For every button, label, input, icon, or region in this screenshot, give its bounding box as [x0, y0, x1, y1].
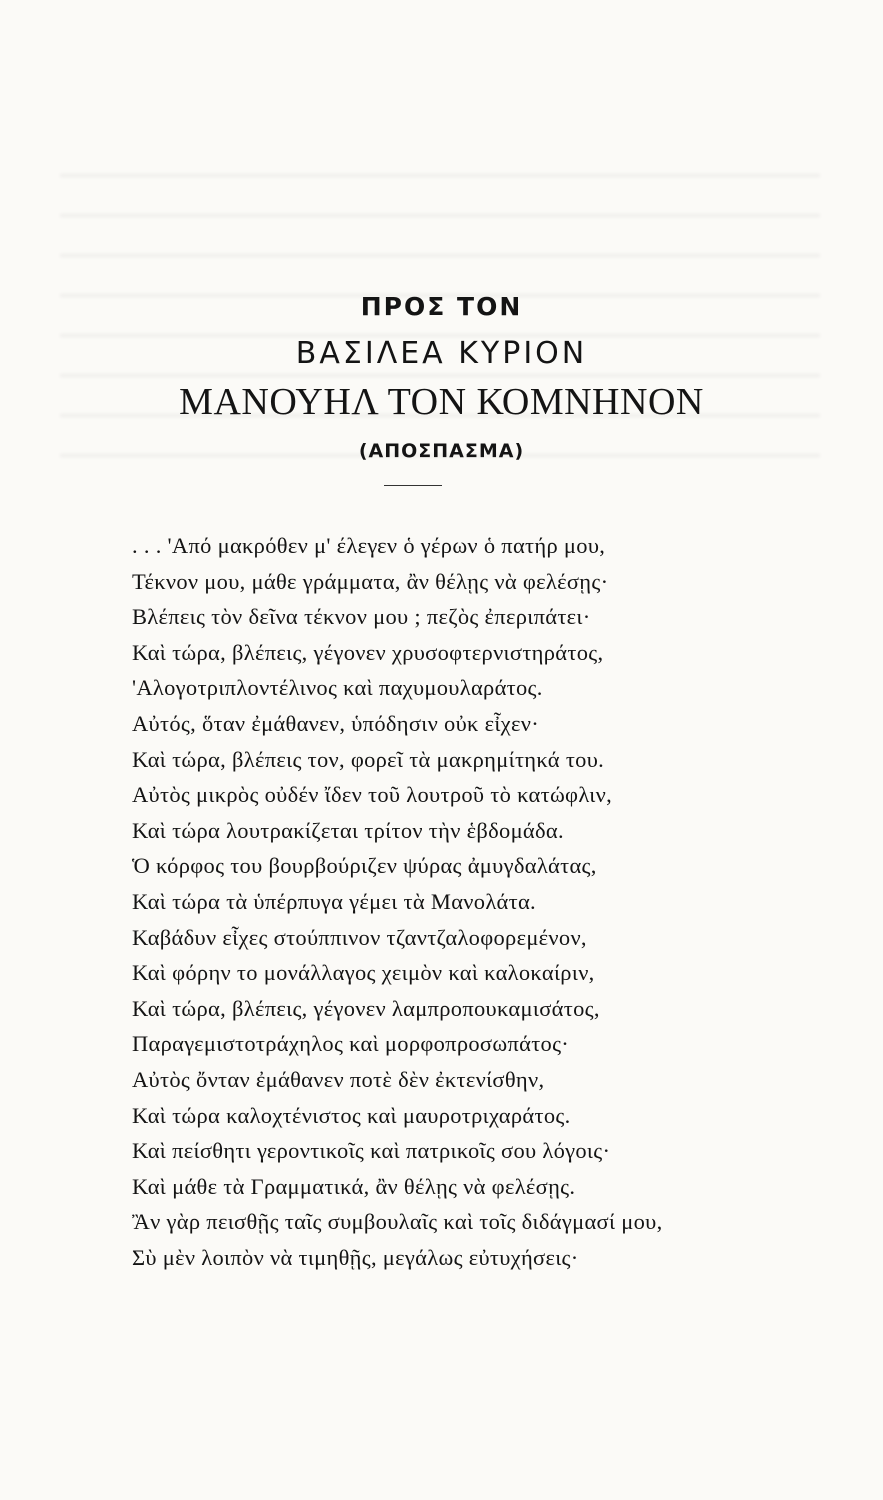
title-line-pros-ton: ΠΡΟΣ ΤΟΝ — [360, 292, 523, 321]
poem-line: Τέκνον μου, μάθε γράμματα, ἂν θέλῃς νὰ φελέσῃς· — [132, 568, 609, 594]
subtitle-excerpt: (ΑΠΟΣΠΑΣΜΑ) — [358, 440, 525, 462]
poem-body — [132, 528, 832, 1275]
poem-line: Αὐτὸς μικρὸς οὐδέν ἴδεν τοῦ λουτροῦ τὸ κατώφλιν, — [132, 782, 613, 808]
poem-line: Καὶ φόρην το μονάλλαγος χειμὸν καὶ καλοκαίριν, — [132, 960, 595, 986]
title-line-vasilea-kyrion: ΒΑΣΙΛΕΑ ΚΥΡΙΟΝ — [295, 336, 588, 371]
poem-line: Παραγεμιστοτράχηλος καὶ μορφοπροσωπάτος· — [132, 1031, 570, 1057]
poem-line: Καὶ μάθε τὰ Γραμματικά, ἂν θέλῃς νὰ φελέσῃς. — [132, 1173, 576, 1199]
poem-line: Καὶ τώρα, βλέπεις, γέγονεν λαμπροπουκαμισάτος, — [132, 995, 600, 1021]
poem-line: Βλέπεις τὸν δεῖνα τέκνον μου ; πεζὸς ἐπεριπάτει· — [132, 604, 591, 630]
poem-line: Καὶ τώρα, βλέπεις, γέγονεν χρυσοφτερνιστηράτος, — [132, 639, 604, 665]
poem-line: Καὶ τώρα, βλέπεις τον, φορεῖ τὰ μακρημίτηκά του. — [132, 746, 605, 772]
poem-line: Ἂν γὰρ πεισθῇς ταῖς συμβουλαῖς καὶ τοῖς διδάγμασί μου, — [132, 1209, 663, 1235]
section-divider — [384, 485, 442, 486]
poem-line: 'Αλογοτριπλοντέλινος καὶ παχυμουλαράτος. — [132, 675, 543, 701]
poem-line: Αὐτός, ὅταν ἐμάθανεν, ὑπόδησιν οὐκ εἶχεν· — [132, 710, 539, 736]
poem-line: Καὶ τώρα λουτρακίζεται τρίτον τὴν ἑβδομάδα. — [132, 817, 564, 843]
poem-line: Καὶ τώρα καλοχτένιστος καὶ μαυροτριχαράτος. — [132, 1102, 571, 1128]
poem-line: Ὁ κόρφος του βουρβούριζεν ψύρας ἀμυγδαλάτας, — [132, 853, 597, 879]
poem-line: . . . 'Από μακρόθεν μ' έλεγεν ὁ γέρων ὁ πατήρ μου, — [132, 533, 606, 558]
poem-line: Αὐτὸς ὄνταν ἐμάθανεν ποτὲ δὲν ἐκτενίσθην, — [132, 1066, 545, 1092]
poem-line: Καὶ πείσθητι γεροντικοῖς καὶ πατρικοῖς σου λόγοις· — [132, 1138, 611, 1164]
poem-line: Καὶ τώρα τὰ ὑπέρπυγα γέμει τὰ Μανολάτα. — [132, 888, 536, 914]
poem-line: Σὺ μὲν λοιπὸν νὰ τιμηθῇς, μεγάλως εὐτυχήσεις· — [132, 1244, 579, 1270]
title-line-manouil-komninon: ΜΑΝΟΥΗΛ ΤΟΝ ΚΟΜΝΗΝΟΝ — [179, 381, 704, 423]
poem-line: Καβάδυν εἶχες στούππινον τζαντζαλοφορεμένον, — [132, 924, 587, 950]
